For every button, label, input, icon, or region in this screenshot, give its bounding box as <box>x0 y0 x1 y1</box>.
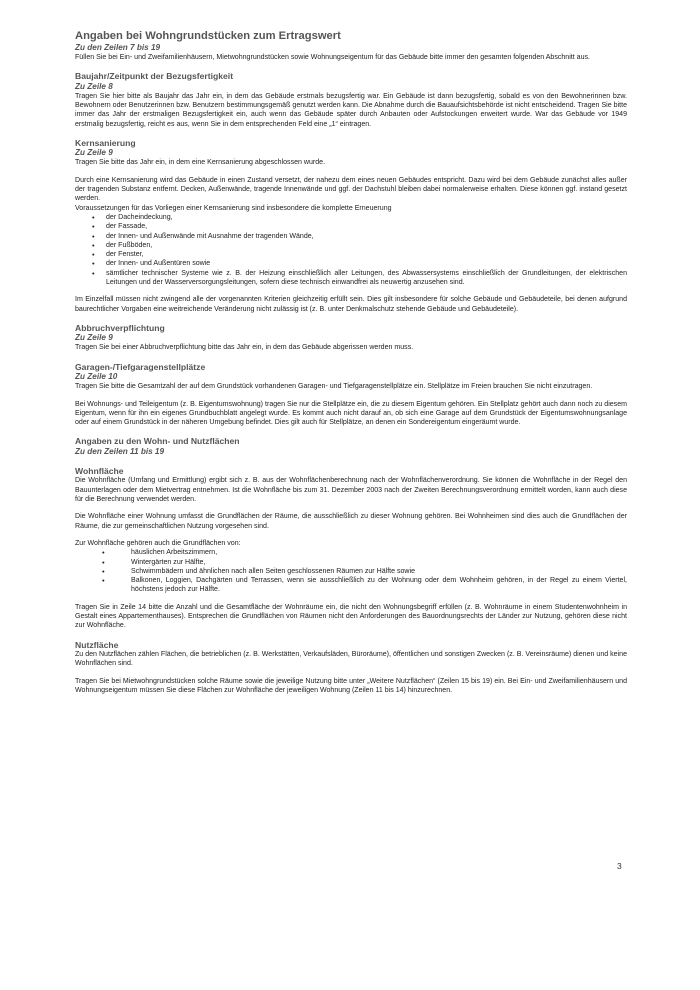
wohnflaeche-paragraph-4: Tragen Sie in Zeile 14 bitte die Anzahl und die Gesamtfläche der Wohnräume ein, die nicht den Wohnungsbegriff erfüllen (z. B. Wohnräume in einem Studentenwohnheim in Gestalt eines Appartementhauses). Entsprechen die Grundflächen von Räumen nicht den Anforderungen des Bauordnungsrechts der Länder zur Nutzung, gehören diese nicht zur Wohnfläche. <box>75 603 627 630</box>
section-subheading-baujahr: Zu Zeile 8 <box>75 81 113 91</box>
page-title: Angaben bei Wohngrundstücken zum Ertragswert <box>75 30 341 42</box>
list-item: • der Innen- und Außenwände mit Ausnahme der tragenden Wände, <box>75 232 627 241</box>
section-heading-wohnflaeche: Wohnfläche <box>75 465 124 476</box>
section-heading-garagen: Garagen-/Tiefgaragenstellplätze <box>75 361 206 372</box>
section-heading-nutzflaeche: Nutzfläche <box>75 639 119 650</box>
list-item: • Balkonen, Loggien, Dachgärten und Terrassen, wenn sie ausschließlich zu der Wohnung oder dem Wohnheim gehören, in der Regel zu einem Viertel, höchstens jedoch zur Hälfte. <box>75 576 627 595</box>
list-item: • der Fußböden, <box>75 241 627 250</box>
section-heading-wohn-nutzflaechen: Angaben zu den Wohn- und Nutzflächen <box>75 436 240 447</box>
list-item: • der Fenster, <box>75 250 627 259</box>
section-subheading-wohn-nutzflaechen: Zu den Zeilen 11 bis 19 <box>75 446 165 456</box>
garagen-paragraph-1: Tragen Sie bitte die Gesamtzahl der auf dem Grundstück vorhandenen Garagen- und Tiefgaragenstellplätze ein. Stellplätze im Freien brauchen Sie nicht einzutragen. <box>75 383 593 391</box>
page-title-subheading: Zu den Zeilen 7 bis 19 <box>75 43 161 52</box>
wohnflaeche-paragraph-3: Zur Wohnfläche gehören auch die Grundflächen von: <box>75 539 241 547</box>
section-heading-baujahr: Baujahr/Zeitpunkt der Bezugsfertigkeit <box>75 71 234 82</box>
list-item: • der Dacheindeckung, <box>75 213 627 222</box>
kernsanierung-criteria-list <box>75 213 627 287</box>
list-item: • der Fassade, <box>75 222 627 231</box>
list-item: • sämtlicher technischer Systeme wie z. B. der Heizung einschließlich aller Leitungen, des Abwassersystems einschließlich der Grundleitungen, der elektrischen Leitungen und der Wasserversorgungsleitungen, sofern diese technisch einwandfrei als neuwertig anzusehen sind. <box>75 269 627 288</box>
section-subheading-garagen: Zu Zeile 10 <box>75 372 118 382</box>
abbruch-paragraph: Tragen Sie bei einer Abbruchverpflichtung bitte das Jahr ein, in dem das Gebäude abgerissen werden muss. <box>75 344 414 352</box>
wohnflaeche-paragraph-2: Die Wohnfläche einer Wohnung umfasst die Grundflächen der Räume, die ausschließlich zu dieser Wohnung gehören. Bei Wohnheimen sind dies auch die Grundflächen der Räume, die zur gemeinschaftlichen Nutzung vorgesehen sind. <box>75 513 627 530</box>
wohnflaeche-paragraph-1: Die Wohnfläche (Umfang und Ermittlung) ergibt sich z. B. aus der Wohnflächenberechnung nach der Wohnflächenverordnung. Sie können die Wohnfläche in der Regel den Bauunterlagen oder dem Mietvertrag entnehmen. Ist die Wohnfläche bis zum 31. Dezember 2003 nach der Zweiten Berechnungsverordnung ermittelt worden, kann auch diese für die Berechnung verwendet werden. <box>75 477 627 504</box>
garagen-paragraph-2: Bei Wohnungs- und Teileigentum (z. B. Eigentumswohnung) tragen Sie nur die Stellplätze ein, die zu diesem Eigentum gehören. Ein Stellplatz gehört auch dann noch zu diesem Eigentum, wenn für ihn ein eigenes Grundbuchblatt angelegt wurde. Es kommt auch nicht darauf an, ob sich eine Garage auf dem Grundstück der Eigentumswohnungsanlage oder auf einem Grundstück in der näheren Umgebung befindet. Dies gilt auch für Stellplätze, an denen ein Sondereigentum eingeräumt wurde. <box>75 400 627 427</box>
baujahr-paragraph: Tragen Sie hier bitte als Baujahr das Jahr ein, in dem das Gebäude erstmals bezugsfertig war. Ein Gebäude ist dann bezugsfertig, sobald es von den Bewohnerinnen bzw. Bewohnern oder Benutzerinnen bzw. Benutzern bestimmungsgemäß genutzt werden kann. Die Abnahme durch die Bauaufsichtsbehörde ist nicht entscheidend. Tragen Sie bitte immer das Jahr der erstmaligen Bezugsfertigkeit ein, auch wenn das Gebäude später durch Anbauten oder Aufstockungen erweitert wurde. War das Gebäude vor 1949 erstmalig bezugsfertig, reicht es aus, wenn Sie in dem entsprechenden Feld eine „1“ eintragen. <box>75 92 627 128</box>
nutzflaeche-paragraph-1: Zu den Nutzflächen zählen Flächen, die betrieblichen (z. B. Werkstätten, Verkaufsläden, Büroräume), öffentlichen und sonstigen Zwecken (z. B. Vereinsräume) dienen und keine Wohnflächen sind. <box>75 651 627 668</box>
wohnflaeche-items-list <box>75 548 627 594</box>
kernsanierung-paragraph-3: Voraussetzungen für das Vorliegen einer Kernsanierung sind insbesondere die komplette Erneuerung <box>75 204 392 212</box>
kernsanierung-paragraph-1: Tragen Sie bitte das Jahr ein, in dem eine Kernsanierung abgeschlossen wurde. <box>75 159 326 167</box>
kernsanierung-paragraph-4: Im Einzelfall müssen nicht zwingend alle der vorgenannten Kriterien gleichzeitig erfüllt sein. Dies gilt insbesondere für solche Gebäude und Gebäudeteile, bei denen aufgrund baurechtlicher Vorgaben eine weitreichende Veränderung nicht zulässig ist (z. B. unter Denkmalschutz stehende Gebäude und Gebäudeteile). <box>75 296 627 313</box>
section-subheading-abbruch: Zu Zeile 9 <box>75 333 113 343</box>
document-page <box>75 30 627 695</box>
kernsanierung-paragraph-2: Durch eine Kernsanierung wird das Gebäude in einen Zustand versetzt, der nahezu dem eines neuen Gebäudes entspricht. Dazu wird bei dem Gebäude zunächst alles außer der tragenden Substanz entfernt. Decken, Außenwände, tragende Innenwände und ggf. der Dachstuhl bleiben dabei normalerweise erhalten. Diese können ggf. instand gesetzt werden. <box>75 176 627 203</box>
section-subheading-kernsanierung: Zu Zeile 9 <box>75 148 113 158</box>
list-item: • der Innen- und Außentüren sowie <box>75 259 627 268</box>
section-heading-abbruch: Abbruchverpflichtung <box>75 322 165 333</box>
nutzflaeche-paragraph-2: Tragen Sie bei Mietwohngrundstücken solche Räume sowie die jeweilige Nutzung bitte unter „Weitere Nutzflächen“ (Zeilen 15 bis 19) ein. Bei Ein- und Zweifamilienhäusern und Wohnungseigentum müssen Sie diese Flächen zur Wohnfläche der jeweiligen Wohnung (Zeilen 11 bis 14) hinzurechnen. <box>75 677 627 694</box>
section-heading-kernsanierung: Kernsanierung <box>75 137 136 148</box>
list-item: • häuslichen Arbeitszimmern, <box>75 548 627 557</box>
list-item: • Schwimmbädern und ähnlichen nach allen Seiten geschlossenen Räumen zur Hälfte sowie <box>75 567 627 576</box>
intro-paragraph: Füllen Sie bei Ein- und Zweifamilienhäusern, Mietwohngrundstücken sowie Wohnungseigentum für das Gebäude bitte immer den gesamten folgenden Abschnitt aus. <box>75 54 590 61</box>
page-number: 3 <box>617 861 622 871</box>
list-item: • Wintergärten zur Hälfte, <box>75 558 627 567</box>
